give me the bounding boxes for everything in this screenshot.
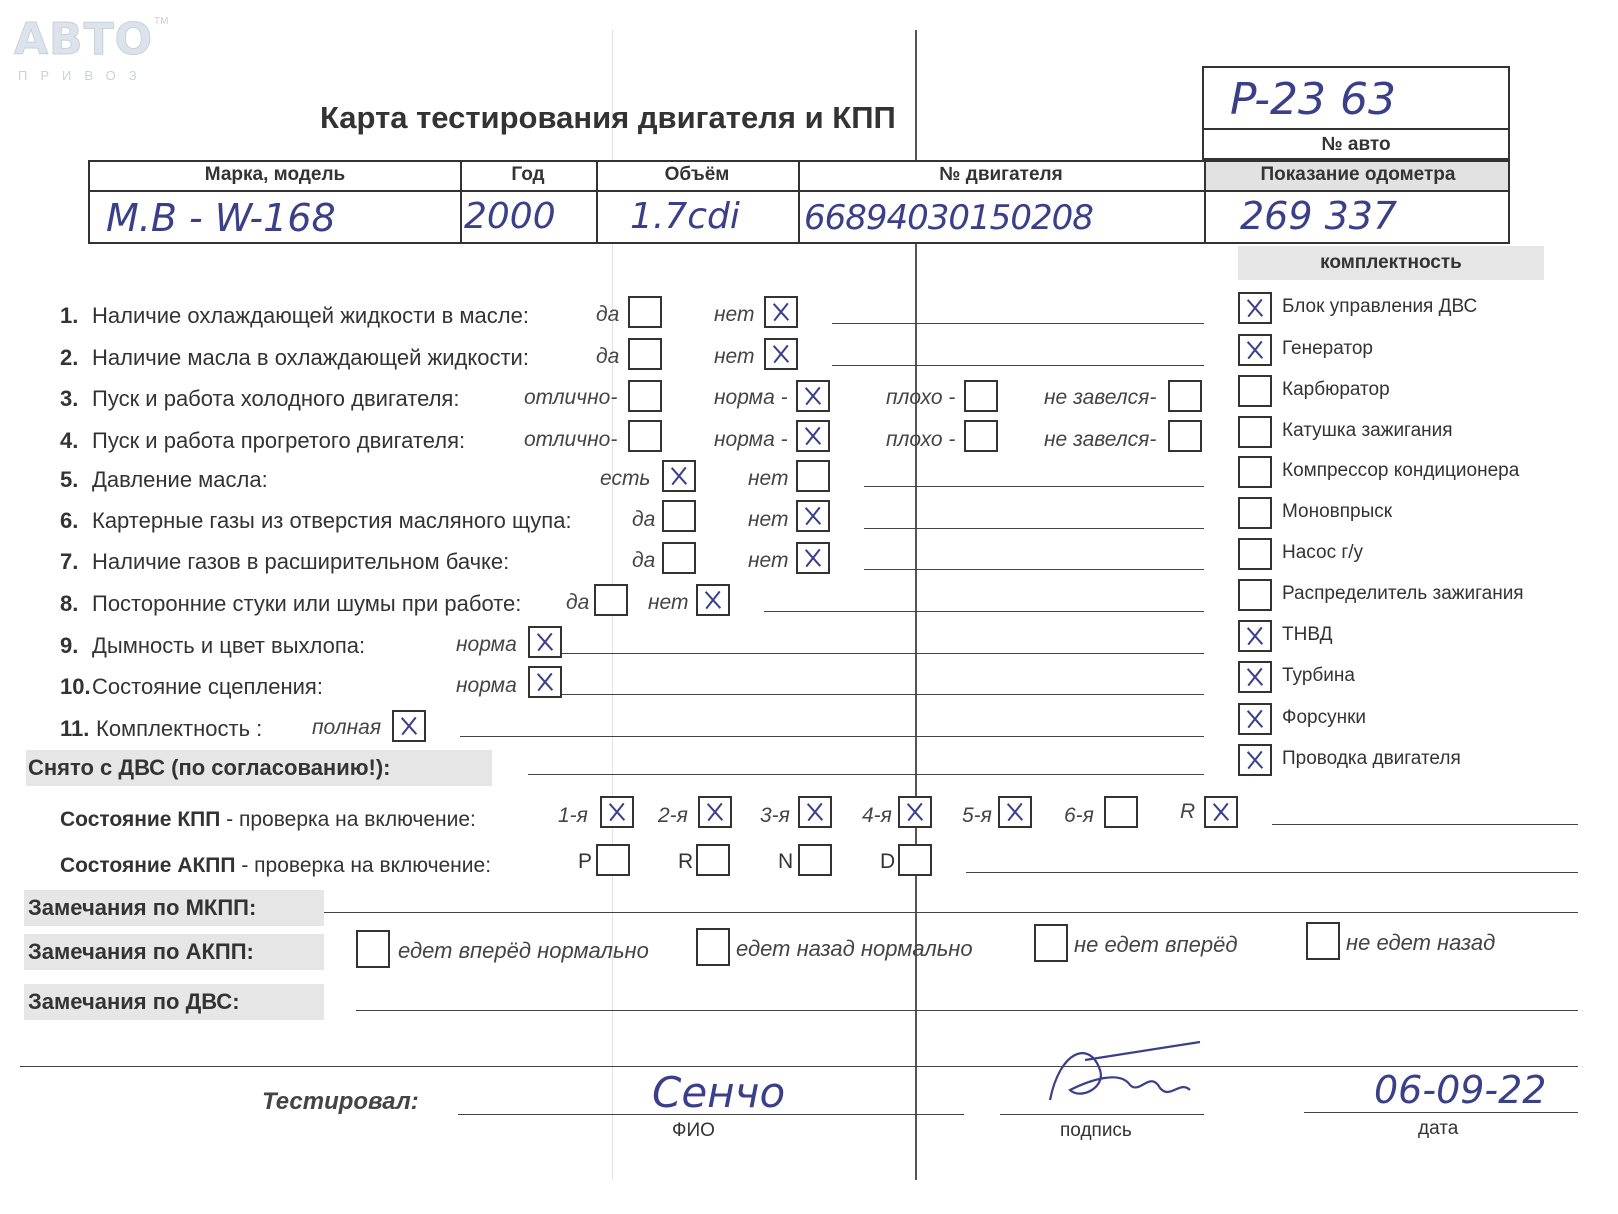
q6-yes-checkbox[interactable] (662, 500, 696, 532)
component-label-3: Катушка зажигания (1282, 420, 1453, 441)
question-4: 4. Пуск и работа прогретого двигателя: (60, 428, 466, 453)
q7-yes-checkbox[interactable] (662, 542, 696, 574)
auto-number-value: P-23 63 (1230, 74, 1396, 125)
akpp-mode-checkbox-d[interactable] (898, 844, 932, 876)
signature-line (1000, 1114, 1204, 1115)
q1-no-checkbox[interactable] (764, 296, 798, 328)
q9-line (562, 653, 1204, 654)
component-label-11: Проводка двигателя (1282, 748, 1461, 769)
q1-opt-no: нет (714, 303, 755, 326)
engine-no-label: № двигателя (939, 164, 1063, 185)
q3-excellent-checkbox[interactable] (628, 380, 662, 412)
akpp-no-forward-label: не едет вперёд (1074, 932, 1238, 957)
q8-opt-no: нет (648, 591, 689, 614)
date-label: дата (1418, 1118, 1459, 1139)
component-label-0: Блок управления ДВС (1282, 296, 1478, 317)
q7-line (864, 569, 1204, 570)
akpp-mode-label-n: N (778, 850, 794, 873)
q3-opt-bad: плохо - (886, 386, 956, 409)
q5-opt-no: нет (748, 467, 789, 490)
q2-opt-yes: да (596, 345, 620, 368)
q7-no-checkbox[interactable] (796, 542, 830, 574)
volume-value: 1.7cdi (630, 196, 740, 237)
engine-no-value: 66894030150208 (804, 198, 1093, 238)
q4-opt-bad: плохо - (886, 428, 956, 451)
logo-tm: TM (154, 16, 169, 27)
component-checkbox-1[interactable] (1238, 334, 1272, 366)
q6-opt-no: нет (748, 508, 789, 531)
auto-number-box (1202, 66, 1510, 160)
kpp-gear-label-3: 3-я (760, 804, 790, 827)
component-label-10: Форсунки (1282, 707, 1366, 728)
question-6: 6. Картерные газы из отверстия масляного щупа: (60, 508, 572, 533)
odometer-value: 269 337 (1240, 194, 1398, 238)
fio-line (458, 1114, 964, 1115)
kpp-label: Состояние КПП - проверка на включение: (60, 808, 476, 831)
q1-line (832, 323, 1204, 324)
q4-bad-checkbox[interactable] (964, 420, 998, 452)
q2-no-checkbox[interactable] (764, 338, 798, 370)
component-label-8: ТНВД (1282, 624, 1333, 645)
kpp-gear-label-2: 2-я (658, 804, 688, 827)
component-checkbox-0[interactable] (1238, 292, 1272, 324)
component-label-5: Моновпрыск (1282, 501, 1393, 522)
component-checkbox-2[interactable] (1238, 375, 1272, 407)
kpp-gear-checkbox-5[interactable] (998, 796, 1032, 828)
q1-yes-checkbox[interactable] (628, 296, 662, 328)
q10-line (562, 694, 1204, 695)
tested-by-label: Тестировал: (262, 1088, 419, 1115)
akpp-backward-ok-label: едет назад нормально (736, 936, 973, 961)
remarks-dvs-label: Замечания по ДВС: (28, 989, 240, 1014)
akpp-forward-ok-label: едет вперёд нормально (398, 938, 649, 963)
akpp-no-backward-label: не едет назад (1346, 930, 1496, 955)
question-3: 3. Пуск и работа холодного двигателя: (60, 386, 460, 411)
component-checkbox-3[interactable] (1238, 416, 1272, 448)
component-label-2: Карбюратор (1282, 379, 1390, 400)
q9-normal-checkbox[interactable] (528, 626, 562, 658)
akpp-backward-ok-checkbox[interactable] (696, 928, 730, 966)
page-title: Карта тестирования двигателя и КПП (320, 100, 896, 135)
akpp-mode-label-d: D (880, 850, 896, 873)
signature-label: подпись (1060, 1120, 1132, 1141)
q5-yes-checkbox[interactable] (662, 460, 696, 492)
make-model-value: M.B - W-168 (106, 196, 336, 240)
make-model-label: Марка, модель (204, 164, 346, 185)
q10-opt-normal: норма (456, 674, 517, 697)
q3-opt-normal: норма - (714, 386, 788, 409)
component-checkbox-6[interactable] (1238, 538, 1272, 570)
akpp-mode-label-r: R (678, 850, 694, 873)
q7-opt-yes: да (632, 549, 656, 572)
q3-bad-checkbox[interactable] (964, 380, 998, 412)
fio-label: ФИО (672, 1120, 715, 1141)
akpp-line (966, 872, 1578, 873)
component-checkbox-7[interactable] (1238, 579, 1272, 611)
akpp-forward-ok-checkbox[interactable] (356, 930, 390, 968)
question-8: 8. Посторонние стуки или шумы при работе: (60, 591, 522, 616)
q11-opt-full: полная (312, 716, 382, 739)
kpp-gear-label-5: 5-я (962, 804, 992, 827)
q4-opt-normal: норма - (714, 428, 788, 451)
remarks-akpp-label: Замечания по АКПП: (28, 939, 254, 964)
completeness-header: комплектность (1320, 252, 1462, 273)
akpp-no-forward-checkbox[interactable] (1034, 924, 1068, 962)
year-value: 2000 (464, 196, 556, 237)
q10-normal-checkbox[interactable] (528, 666, 562, 698)
remarks-dvs-line (356, 1010, 1578, 1011)
kpp-gear-label-1: 1-я (558, 804, 588, 827)
kpp-line (1272, 824, 1578, 825)
q5-opt-yes: есть (600, 467, 651, 490)
kpp-gear-checkbox-2[interactable] (698, 796, 732, 828)
question-10: 10.Состояние сцепления: (60, 674, 323, 699)
q6-line (864, 528, 1204, 529)
question-11: 11. Комплектность : (60, 716, 263, 741)
logo-sub: ПРИВОЗ (18, 68, 150, 83)
q8-no-checkbox[interactable] (696, 584, 730, 616)
q4-normal-checkbox[interactable] (796, 420, 830, 452)
q8-line (764, 611, 1204, 612)
remarks-mkpp-line (324, 912, 1578, 913)
q3-opt-nostart: не завелся- (1044, 386, 1157, 409)
question-7: 7. Наличие газов в расширительном бачке: (60, 549, 510, 574)
akpp-no-backward-checkbox[interactable] (1306, 922, 1340, 960)
question-5: 5. Давление масла: (60, 467, 268, 492)
q5-line (864, 486, 1204, 487)
q11-line (460, 736, 1204, 737)
remarks-mkpp-label: Замечания по МКПП: (28, 895, 257, 920)
component-label-9: Турбина (1282, 665, 1355, 686)
signature-image (1030, 1030, 1210, 1120)
q8-opt-yes: да (566, 591, 590, 614)
question-9: 9. Дымность и цвет выхлопа: (60, 633, 366, 658)
removed-label: Снято с ДВС (по согласованию!): (28, 755, 391, 780)
akpp-mode-checkbox-p[interactable] (596, 844, 630, 876)
component-checkbox-10[interactable] (1238, 703, 1272, 735)
akpp-label: Состояние АКПП - проверка на включение: (60, 854, 492, 877)
kpp-gear-checkbox-1[interactable] (600, 796, 634, 828)
component-checkbox-9[interactable] (1238, 661, 1272, 693)
watermark-logo (14, 14, 169, 86)
kpp-gear-checkbox-r[interactable] (1204, 796, 1238, 828)
akpp-mode-checkbox-r[interactable] (696, 844, 730, 876)
component-checkbox-8[interactable] (1238, 620, 1272, 652)
q6-no-checkbox[interactable] (796, 500, 830, 532)
q9-opt-normal: норма (456, 633, 517, 656)
kpp-gear-label-4: 4-я (862, 804, 892, 827)
fio-value: Сенчо (652, 1068, 786, 1117)
question-2: 2. Наличие масла в охлаждающей жидкости: (60, 345, 529, 370)
q11-full-checkbox[interactable] (392, 710, 426, 742)
component-label-6: Насос г/у (1282, 542, 1364, 563)
akpp-mode-checkbox-n[interactable] (798, 844, 832, 876)
component-label-7: Распределитель зажигания (1282, 583, 1524, 604)
q6-opt-yes: да (632, 508, 656, 531)
kpp-gear-checkbox-6[interactable] (1104, 796, 1138, 828)
q3-normal-checkbox[interactable] (796, 380, 830, 412)
odometer-label: Показание одометра (1260, 164, 1456, 185)
component-checkbox-5[interactable] (1238, 497, 1272, 529)
header-table (88, 160, 1510, 244)
kpp-gear-checkbox-4[interactable] (898, 796, 932, 828)
q1-opt-yes: да (596, 303, 620, 326)
year-label: Год (511, 164, 545, 185)
removed-line (528, 774, 1204, 775)
component-label-1: Генератор (1282, 338, 1373, 359)
q7-opt-no: нет (748, 549, 789, 572)
q2-opt-no: нет (714, 345, 755, 368)
question-1: 1. Наличие охлаждающей жидкости в масле: (60, 303, 529, 328)
q4-opt-excellent: отлично- (524, 428, 618, 451)
q2-line (832, 365, 1204, 366)
auto-number-label: № авто (1321, 134, 1391, 155)
q4-opt-nostart: не завелся- (1044, 428, 1157, 451)
component-checkbox-4[interactable] (1238, 456, 1272, 488)
q4-nostart-checkbox[interactable] (1168, 420, 1202, 452)
footer-divider (20, 1066, 1578, 1067)
akpp-mode-label-p: P (578, 850, 593, 873)
kpp-gear-label-6: 6-я (1064, 804, 1094, 827)
q8-yes-checkbox[interactable] (594, 584, 628, 616)
kpp-gear-label-r: R (1180, 800, 1196, 823)
q3-opt-excellent: отлично- (524, 386, 618, 409)
volume-label: Объём (664, 164, 730, 185)
q4-excellent-checkbox[interactable] (628, 420, 662, 452)
date-value: 06-09-22 (1374, 1068, 1547, 1112)
date-line (1304, 1112, 1578, 1113)
kpp-gear-checkbox-3[interactable] (798, 796, 832, 828)
component-checkbox-11[interactable] (1238, 744, 1272, 776)
q3-nostart-checkbox[interactable] (1168, 380, 1202, 412)
logo-main: АВТО (14, 14, 154, 65)
q5-no-checkbox[interactable] (796, 460, 830, 492)
q2-yes-checkbox[interactable] (628, 338, 662, 370)
component-label-4: Компрессор кондиционера (1282, 460, 1520, 481)
